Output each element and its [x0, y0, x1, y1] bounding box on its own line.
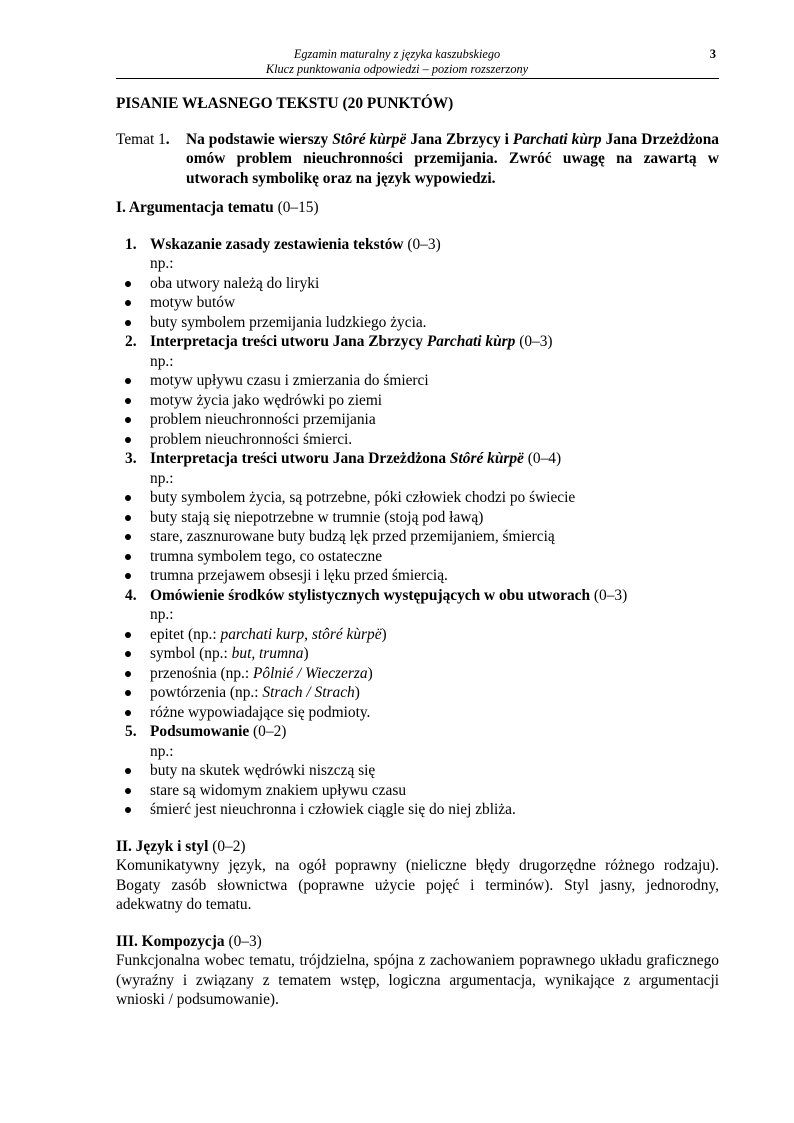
example-label: np.:: [150, 352, 174, 370]
section3-heading: [116, 932, 719, 952]
list-item-suffix: ): [354, 684, 360, 701]
bullet-icon: [125, 515, 131, 521]
example-label: np.:: [150, 469, 174, 487]
example-label: np.:: [150, 606, 174, 623]
topic: [116, 130, 719, 189]
list-item: [116, 547, 719, 567]
section3-points: (0–3): [224, 932, 262, 950]
topic-part1: Na podstawie wierszy: [186, 130, 333, 148]
topic-label-dot: .: [165, 130, 170, 148]
list-item: [116, 664, 719, 684]
list-item-text: symbol (np.:: [150, 645, 232, 662]
section1-points: (0–15): [273, 199, 319, 216]
bullet-icon: [125, 320, 131, 326]
criterion-points: (0–4): [523, 450, 562, 467]
list-item-text: problem nieuchronności śmierci.: [150, 430, 353, 448]
criterion-title: Interpretacja treści utworu Jana Zbrzycy: [150, 333, 427, 350]
criterion-title: Wskazanie zasady zestawienia tekstów: [150, 235, 404, 253]
list-item: [116, 644, 719, 664]
list-item: [116, 566, 719, 586]
bullet-icon: [125, 300, 131, 306]
list-item-example: parchati kurp, stôré kùrpë: [220, 625, 382, 643]
bullet-icon: [125, 417, 131, 423]
list-item-text: buty symbolem życia, są potrzebne, póki człowiek chodzi po świecie: [150, 489, 576, 506]
criterion-number: 5.: [125, 723, 137, 740]
list-item-example: but, trumna: [231, 645, 304, 662]
bullet-icon: [125, 495, 131, 501]
bullet-icon: [125, 651, 131, 657]
bullet-icon: [125, 671, 131, 677]
criterion-title: Podsumowanie: [150, 723, 250, 740]
bullet-icon: [125, 378, 131, 384]
list-item: [116, 781, 719, 801]
list-item: [116, 625, 719, 645]
criterion-title: Omówienie środków stylistycznych występujących w obu utworach: [150, 586, 591, 604]
list-item: [116, 410, 719, 430]
list-item-text: motyw upływu czasu i zmierzania do śmierci: [150, 372, 429, 389]
list-item-text: buty na skutek wędrówki niszczą się: [150, 762, 376, 779]
list-item: [116, 313, 719, 333]
exam-subtitle: Klucz punktowania odpowiedzi – poziom rozszerzony: [265, 62, 529, 76]
criterion-heading: [116, 722, 719, 742]
bullet-icon: [125, 788, 131, 794]
criterion-work-title: Parchati kùrp: [426, 333, 516, 350]
topic-label-wrap: [116, 130, 186, 189]
bullet-icon: [125, 554, 131, 560]
bullet-icon: [125, 768, 131, 774]
section2-body: Komunikatywny język, na ogół poprawny (nieliczne błędy drugorzędne różnego rodzaju). Bogaty zasób słownictwa (poprawne użycie pojęć i terminów). Styl jasny, jednorodny, adekwatny do tematu.: [116, 857, 719, 913]
list-item-text: stare są widomym znakiem upływu czasu: [150, 781, 407, 799]
bullet-icon: [125, 398, 131, 404]
list-item-suffix: ): [381, 625, 387, 643]
list-item-text: trumna przejawem obsesji i lęku przed śmiercią.: [150, 567, 448, 584]
criterion-work-title: Stôré kùrpë: [449, 450, 524, 467]
criterion-title: Interpretacja treści utworu Jana Drzeżdżona: [150, 450, 450, 467]
topic-text: [186, 130, 719, 189]
section1-heading: [116, 198, 719, 218]
bullet-icon: [125, 710, 131, 716]
section2-title: II. Język i styl: [116, 837, 209, 855]
list-item: [116, 293, 719, 313]
criterion-number: 2.: [125, 333, 137, 350]
criterion-number: 1.: [125, 235, 137, 253]
list-item-text: stare, zasznurowane buty budzą lęk przed przemijaniem, śmiercią: [150, 528, 555, 545]
criterion-points: (0–3): [515, 333, 553, 350]
list-item-text: problem nieuchronności przemijania: [150, 411, 376, 428]
list-item: [116, 800, 719, 820]
list-item: [116, 274, 719, 294]
list-item: [116, 488, 719, 508]
criterion-heading: [116, 332, 719, 352]
example-label: np.:: [150, 255, 174, 272]
criterion-heading: [116, 449, 719, 469]
criterion-heading: [116, 586, 719, 606]
list-item-text: powtórzenia (np.:: [150, 684, 263, 701]
document-body: [116, 94, 719, 1010]
list-item-text: motyw życia jako wędrówki po ziemi: [150, 391, 383, 409]
bullet-icon: [125, 632, 131, 638]
list-item-text: buty symbolem przemijania ludzkiego życia.: [150, 313, 427, 331]
section2-heading: [116, 837, 719, 857]
page-number: 3: [709, 47, 716, 61]
list-item: [116, 391, 719, 411]
criterion-points: (0–2): [249, 723, 287, 740]
criterion-number: 4.: [125, 586, 137, 604]
list-item-text: przenośnia (np.:: [150, 664, 253, 682]
criterion-points: (0–3): [403, 235, 441, 253]
bullet-icon: [125, 281, 131, 287]
topic-work2: Parchati kùrp: [512, 130, 602, 148]
list-item-text: trumna symbolem tego, co ostateczne: [150, 547, 383, 565]
page-header: [0, 47, 794, 77]
section2-points: (0–2): [208, 837, 246, 855]
example-label: np.:: [150, 742, 174, 760]
page-title: PISANIE WŁASNEGO TEKSTU (20 PUNKTÓW): [116, 95, 454, 112]
bullet-icon: [125, 807, 131, 813]
list-item: [116, 703, 719, 723]
list-item: [116, 508, 719, 528]
section3-title: III. Kompozycja: [116, 932, 225, 950]
list-item: [116, 527, 719, 547]
criterion-number: 3.: [125, 450, 137, 467]
header-divider: [116, 78, 719, 79]
criterion-heading: [116, 235, 719, 255]
list-item-text: epitet (np.:: [150, 625, 221, 643]
criteria-list: [116, 235, 719, 820]
list-item-example: Pôlnié / Wieczerza: [253, 664, 368, 682]
section1-title: I. Argumentacja tematu: [116, 199, 274, 216]
list-item: [116, 430, 719, 450]
topic-label: Temat 1: [116, 130, 166, 148]
list-item-suffix: ): [303, 645, 309, 662]
list-item-example: Strach / Strach: [262, 684, 355, 701]
list-item-text: różne wypowiadające się podmioty.: [150, 703, 371, 721]
topic-part3: Jana Drzeżdżona omów problem nieuchronności przemijania. Zwróć uwagę na zawartą w utworach symbolikę oraz na język wypowiedzi.: [186, 130, 719, 187]
exam-title: Egzamin maturalny z języka kaszubskiego: [293, 47, 501, 61]
criterion-points: (0–3): [590, 586, 628, 604]
list-item: [116, 761, 719, 781]
list-item: [116, 683, 719, 703]
topic-part2: Jana Zbrzycy i: [406, 130, 513, 148]
bullet-icon: [125, 573, 131, 579]
list-item-suffix: ): [367, 664, 373, 682]
list-item-text: oba utwory należą do liryki: [150, 274, 320, 292]
list-item-text: śmierć jest nieuchronna i człowiek ciągle się do niej zbliża.: [150, 801, 516, 818]
bullet-icon: [125, 437, 131, 443]
list-item-text: motyw butów: [150, 294, 236, 311]
bullet-icon: [125, 690, 131, 696]
topic-work1: Stôré kùrpë: [332, 130, 407, 148]
section3-body: Funkcjonalna wobec tematu, trójdzielna, spójna z zachowaniem poprawnego układu graficznego (wyraźny i związany z tematem wstęp, logiczna argumentacja, wynikające z argumentacji wnioski / podsumowanie).: [116, 952, 719, 1008]
list-item-text: buty stają się niepotrzebne w trumnie (stoją pod ławą): [150, 508, 484, 526]
bullet-icon: [125, 534, 131, 540]
list-item: [116, 371, 719, 391]
